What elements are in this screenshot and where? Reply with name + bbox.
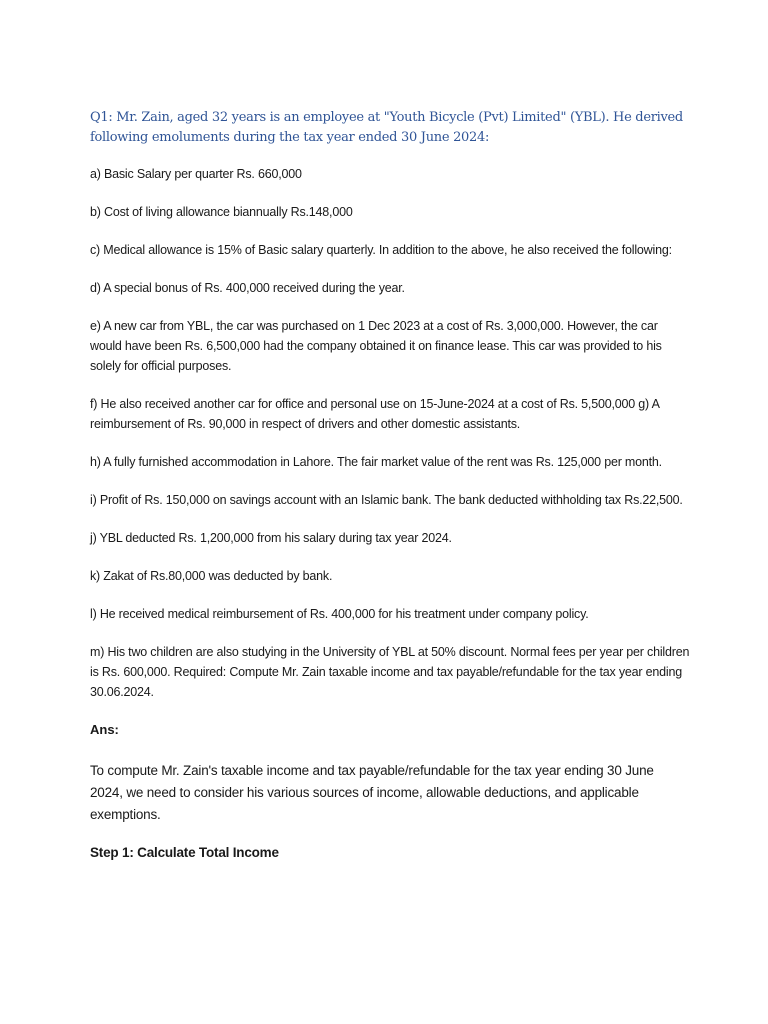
list-item-a: a) Basic Salary per quarter Rs. 660,000 [90,167,302,181]
list-item-h: h) A fully furnished accommodation in Lahore. The fair market value of the rent was Rs. 125,000 per month. [90,455,662,469]
list-item-i: i) Profit of Rs. 150,000 on savings account with an Islamic bank. The bank deducted withholding tax Rs.22,500. [90,493,683,507]
list-item-d: d) A special bonus of Rs. 400,000 received during the year. [90,281,405,295]
step-1-heading: Step 1: Calculate Total Income [90,845,279,860]
answer-intro: To compute Mr. Zain's taxable income and tax payable/refundable for the tax year ending 30 June 2024, we need to consider his various sources of income, allowable deductions, and applicable exemptions. [90,763,654,822]
question-heading: Q1: Mr. Zain, aged 32 years is an employee at "Youth Bicycle (Pvt) Limited" (YBL). He derived following emoluments during the tax year ended 30 June 2024: [90,110,683,145]
list-item-e: e) A new car from YBL, the car was purchased on 1 Dec 2023 at a cost of Rs. 3,000,000. However, the car would have been Rs. 6,500,000 had the company obtained it on finance lease. This car was provided to his solely for official purposes. [90,319,662,373]
answer-label: Ans: [90,722,119,737]
list-item-l: l) He received medical reimbursement of Rs. 400,000 for his treatment under company policy. [90,607,589,621]
list-item-k: k) Zakat of Rs.80,000 was deducted by bank. [90,569,333,583]
list-item-f: f) He also received another car for office and personal use on 15-June-2024 at a cost of Rs. 5,500,000 g) A reimbursement of Rs. 90,000 in respect of drivers and other domestic assistants. [90,397,660,431]
list-item-c: c) Medical allowance is 15% of Basic salary quarterly. In addition to the above, he also received the following: [90,243,672,257]
list-item-m: m) His two children are also studying in the University of YBL at 50% discount. Normal fees per year per children is Rs. 600,000. Required: Compute Mr. Zain taxable income and tax payable/refundable for the tax year ending 30.06.2024. [90,645,690,699]
document-page [90,108,690,864]
list-item-b: b) Cost of living allowance biannually Rs.148,000 [90,205,353,219]
list-item-j: j) YBL deducted Rs. 1,200,000 from his salary during tax year 2024. [90,531,452,545]
